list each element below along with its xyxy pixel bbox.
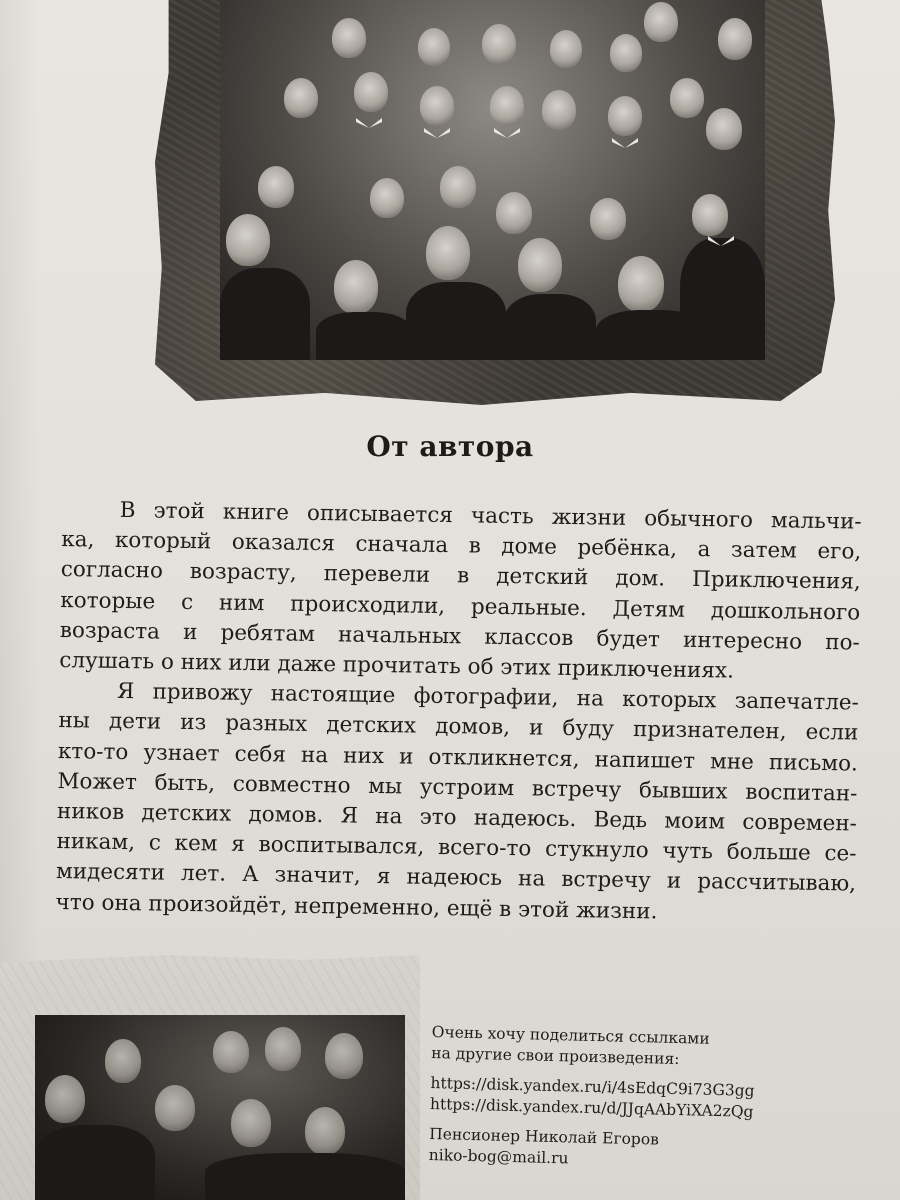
share-note-line: на другие свои произведения: [431, 1043, 680, 1069]
text-line: Я привожу настоящие фотографии, на которых запечатле- [116, 679, 860, 716]
yandex-disk-link[interactable]: https://disk.yandex.ru/d/JJqAAbYiXA2zQg [429, 1094, 754, 1121]
text-line: кто-то узнает себя на них и откликнется, напишет мне письмо. [57, 738, 859, 777]
text-line: которые с ним происходили, реальные. Детям дошкольного [60, 587, 861, 626]
yandex-disk-link[interactable]: https://disk.yandex.ru/i/4sEdqC9i73G3gg [430, 1073, 755, 1100]
signature-email[interactable]: niko-bog@mail.ru [428, 1145, 569, 1168]
signature-name: Пенсионер Николай Егоров [429, 1124, 660, 1149]
class-group-photo [220, 0, 765, 360]
text-line: Может быть, совместно мы устроим встречу бывших воспитан- [57, 768, 858, 807]
children-photo [35, 1015, 405, 1200]
text-line: ны дети из разных детских домов, и буду признателен, если [58, 708, 859, 746]
text-line: что она произойдёт, непременно, ещё в этой жизни. [55, 889, 658, 925]
text-line: слушать о них или даже прочитать об этих приключениях. [59, 647, 735, 684]
text-line: никам, с кем я воспитывался, всего-то стукнуло чуть больше се- [56, 829, 857, 867]
author-contacts [428, 1022, 871, 1177]
text-line: мидесяти лет. А значит, я надеюсь на встречу и рассчитываю, [55, 859, 857, 897]
text-line: ников детских домов. Я на это надеюсь. Ведь моим современ- [56, 798, 858, 837]
share-note-line: Очень хочу поделиться ссылками [431, 1022, 710, 1048]
text-line: возраста и ребятам начальных классов будет интересно по- [59, 617, 860, 656]
text-line: В этой книге описывается часть жизни обычного мальчи- [119, 497, 862, 535]
text-line: согласно возрасту, перевели в детский дом. Приключения, [60, 557, 861, 595]
text-line: ка, который оказался сначала в доме ребёнка, а затем его, [61, 527, 862, 565]
author-foreword [55, 495, 862, 930]
page-title: От автора [366, 430, 534, 463]
